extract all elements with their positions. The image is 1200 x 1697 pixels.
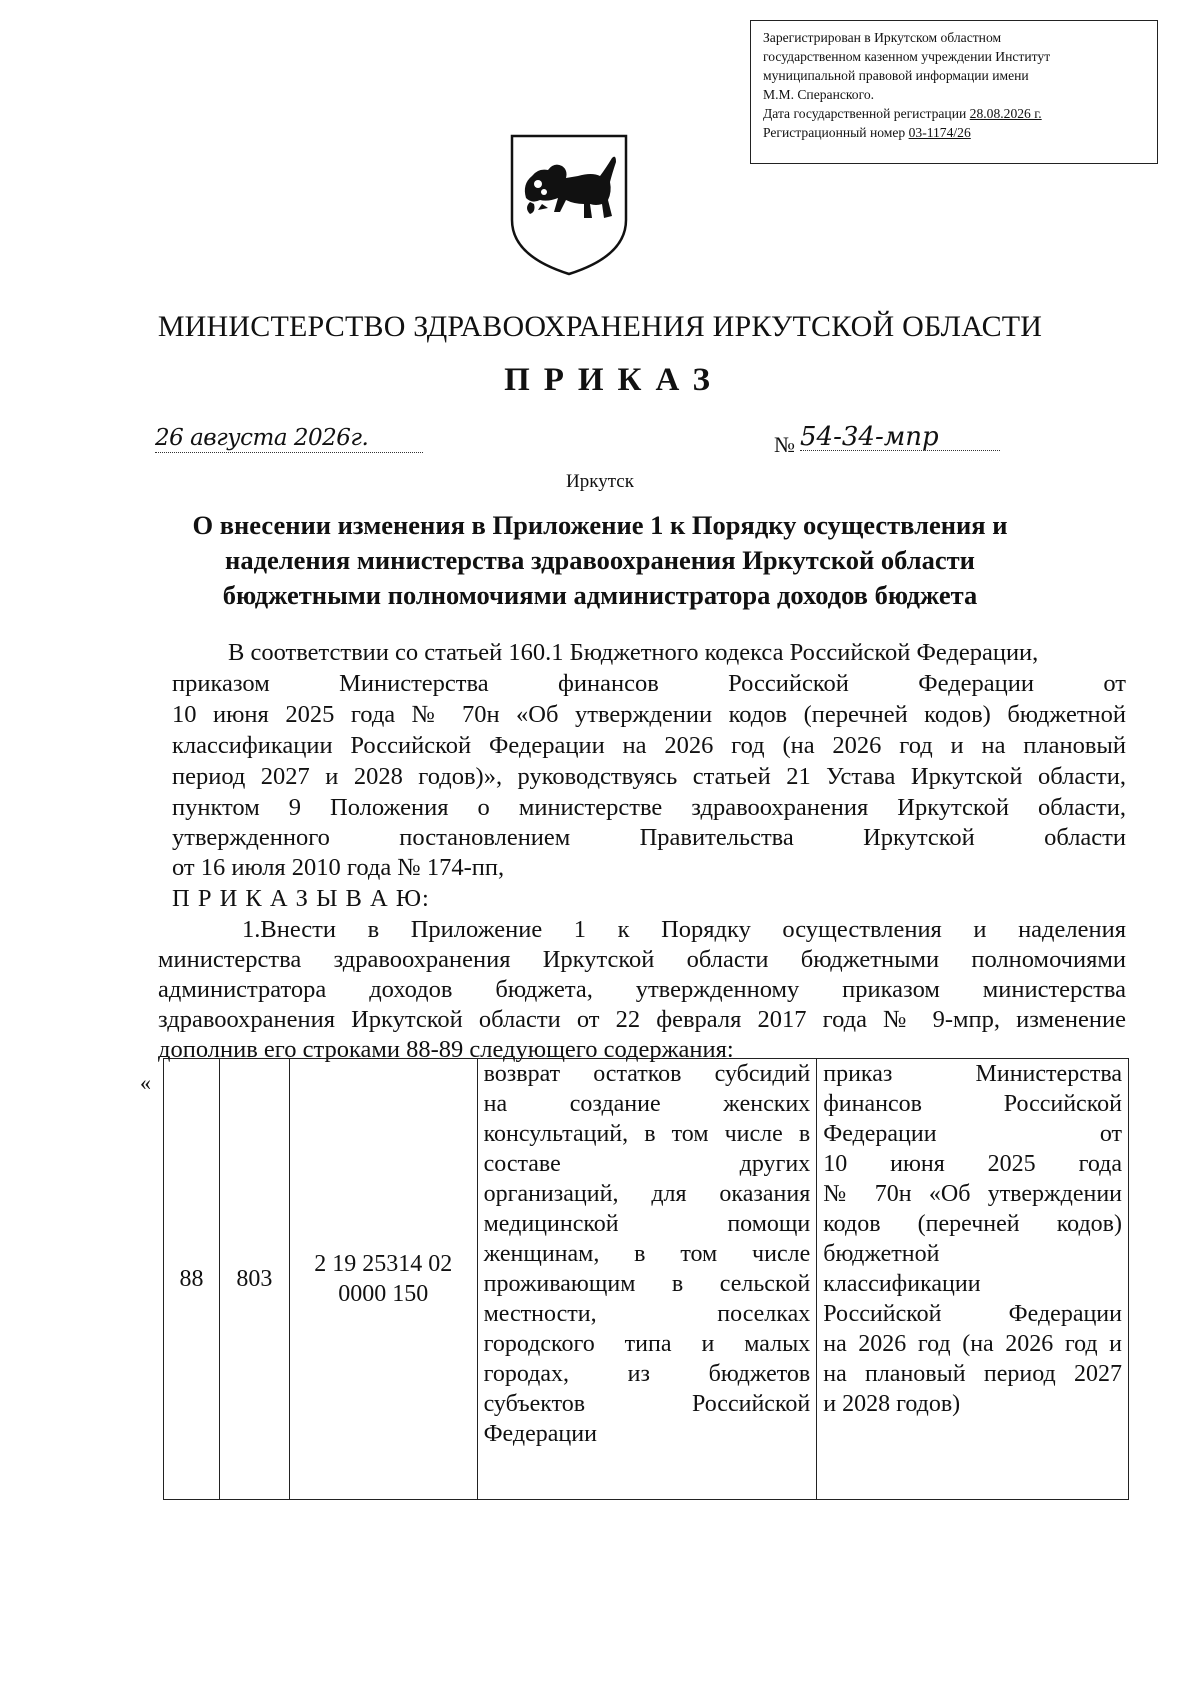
budget-classification-code xyxy=(289,1059,477,1500)
handwritten-number: 54-34-мпр xyxy=(800,422,939,452)
row-number: 88 xyxy=(164,1059,220,1500)
description-line: субъектов Российской xyxy=(483,1391,811,1417)
description-line: на создание женских xyxy=(483,1091,811,1117)
legal-basis xyxy=(817,1059,1129,1500)
number-prefix: № xyxy=(774,432,795,457)
title-line: наделения министерства здравоохранения Иркутской области xyxy=(225,545,975,575)
paragraph-line: здравоохранения Иркутской области от 22 февраля 2017 года № 9-мпр, изменение xyxy=(158,1006,1126,1033)
basis-line: на плановый период 2027 xyxy=(823,1361,1122,1387)
kbk-line: 0000 150 xyxy=(338,1281,429,1307)
basis-line: классификации xyxy=(823,1271,981,1297)
registration-stamp xyxy=(750,20,1158,164)
description-line: медицинской помощи xyxy=(483,1211,811,1237)
paragraph-line: период 2027 и 2028 годов)», руководствуясь статьей 21 Устава Иркутской области, xyxy=(172,763,1126,790)
paragraph-line: 1.Внести в Приложение 1 к Порядку осуществления и наделения xyxy=(242,916,1126,943)
table-row xyxy=(164,1059,1129,1500)
description-line: организаций, для оказания xyxy=(483,1181,811,1207)
paragraph-line: В соответствии со статьей 160.1 Бюджетного кодекса Российской Федерации, xyxy=(228,639,1039,666)
description-line: консультаций, в том числе в xyxy=(483,1121,811,1147)
open-quote: « xyxy=(140,1070,151,1095)
city: Иркутск xyxy=(566,471,634,492)
paragraph-line: пунктом 9 Положения о министерстве здравоохранения Иркутской области, xyxy=(172,794,1126,821)
description-line: проживающим в сельской xyxy=(483,1271,811,1297)
admin-code: 803 xyxy=(219,1059,289,1500)
basis-line: Федерации от xyxy=(823,1121,1122,1147)
kbk-line: 2 19 25314 02 xyxy=(314,1251,453,1277)
orders-word: П Р И К А З Ы В А Ю: xyxy=(172,885,430,912)
basis-line: бюджетной xyxy=(823,1241,940,1267)
paragraph-line: приказом Министерства финансов Российской Федерации от xyxy=(172,670,1126,697)
title-line: бюджетными полномочиями администратора доходов бюджета xyxy=(222,580,978,610)
paragraph-line: от 16 июля 2010 года № 174-пп, xyxy=(172,854,505,881)
basis-line: Российской Федерации xyxy=(823,1301,1122,1327)
coat-of-arms-icon xyxy=(508,132,630,278)
handwritten-date: 26 августа 2026г. xyxy=(155,425,369,451)
basis-line: и 2028 годов) xyxy=(823,1391,961,1417)
registration-number-label: Регистрационный номер xyxy=(763,125,909,140)
date-underline xyxy=(155,452,423,453)
description-line: городах, из бюджетов xyxy=(483,1361,811,1387)
order-title xyxy=(130,508,1070,613)
title-line: О внесении изменения в Приложение 1 к Порядку осуществления и xyxy=(192,510,1008,540)
registration-line: государственном казенном учреждении Институт xyxy=(763,49,1051,64)
paragraph-line: классификации Российской Федерации на 2026 год (на 2026 год и на плановый xyxy=(172,732,1126,759)
description-line: составе других xyxy=(483,1151,811,1177)
paragraph-line: утвержденного постановлением Правительства Иркутской области xyxy=(172,824,1126,851)
paragraph-line: дополнив его строками 88-89 следующего содержания: xyxy=(158,1036,734,1063)
paragraph-line: администратора доходов бюджета, утвержденному приказом министерства xyxy=(158,976,1126,1003)
income-codes-table xyxy=(163,1058,1129,1500)
registration-line: муниципальной правовой информации имени xyxy=(763,68,1029,83)
basis-line: финансов Российской xyxy=(823,1091,1122,1117)
income-description xyxy=(477,1059,817,1500)
registration-line: Зарегистрирован в Иркутском областном xyxy=(763,30,1002,45)
basis-line: кодов (перечней кодов) xyxy=(823,1211,1122,1237)
registration-number-value: 03-1174/26 xyxy=(908,125,971,140)
description-line: местности, поселках xyxy=(483,1301,811,1327)
description-line: городского типа и малых xyxy=(483,1331,811,1357)
basis-line: на 2026 год (на 2026 год и xyxy=(823,1331,1122,1357)
description-line: возврат остатков субсидий xyxy=(483,1061,811,1087)
basis-line: № 70н «Об утверждении xyxy=(823,1181,1122,1207)
registration-line: М.М. Сперанского. xyxy=(763,87,875,102)
paragraph-line: министерства здравоохранения Иркутской области бюджетными полномочиями xyxy=(158,946,1126,973)
document-type: ПРИКАЗ xyxy=(504,362,724,398)
description-line: женщинам, в том числе xyxy=(483,1241,811,1267)
description-line: Федерации xyxy=(483,1421,597,1447)
registration-date xyxy=(763,104,1147,123)
paragraph-line: 10 июня 2025 года № 70н «Об утверждении кодов (перечней кодов) бюджетной xyxy=(172,701,1126,728)
number-underline xyxy=(800,450,1000,451)
ministry-name: МИНИСТЕРСТВО ЗДРАВООХРАНЕНИЯ ИРКУТСКОЙ ОБЛАСТИ xyxy=(157,310,1043,343)
registration-date-label: Дата государственной регистрации xyxy=(763,106,970,121)
basis-line: приказ Министерства xyxy=(823,1061,1122,1087)
registration-date-value: 28.08.2026 г. xyxy=(969,106,1042,121)
basis-line: 10 июня 2025 года xyxy=(823,1151,1122,1177)
registration-number xyxy=(763,123,1147,142)
